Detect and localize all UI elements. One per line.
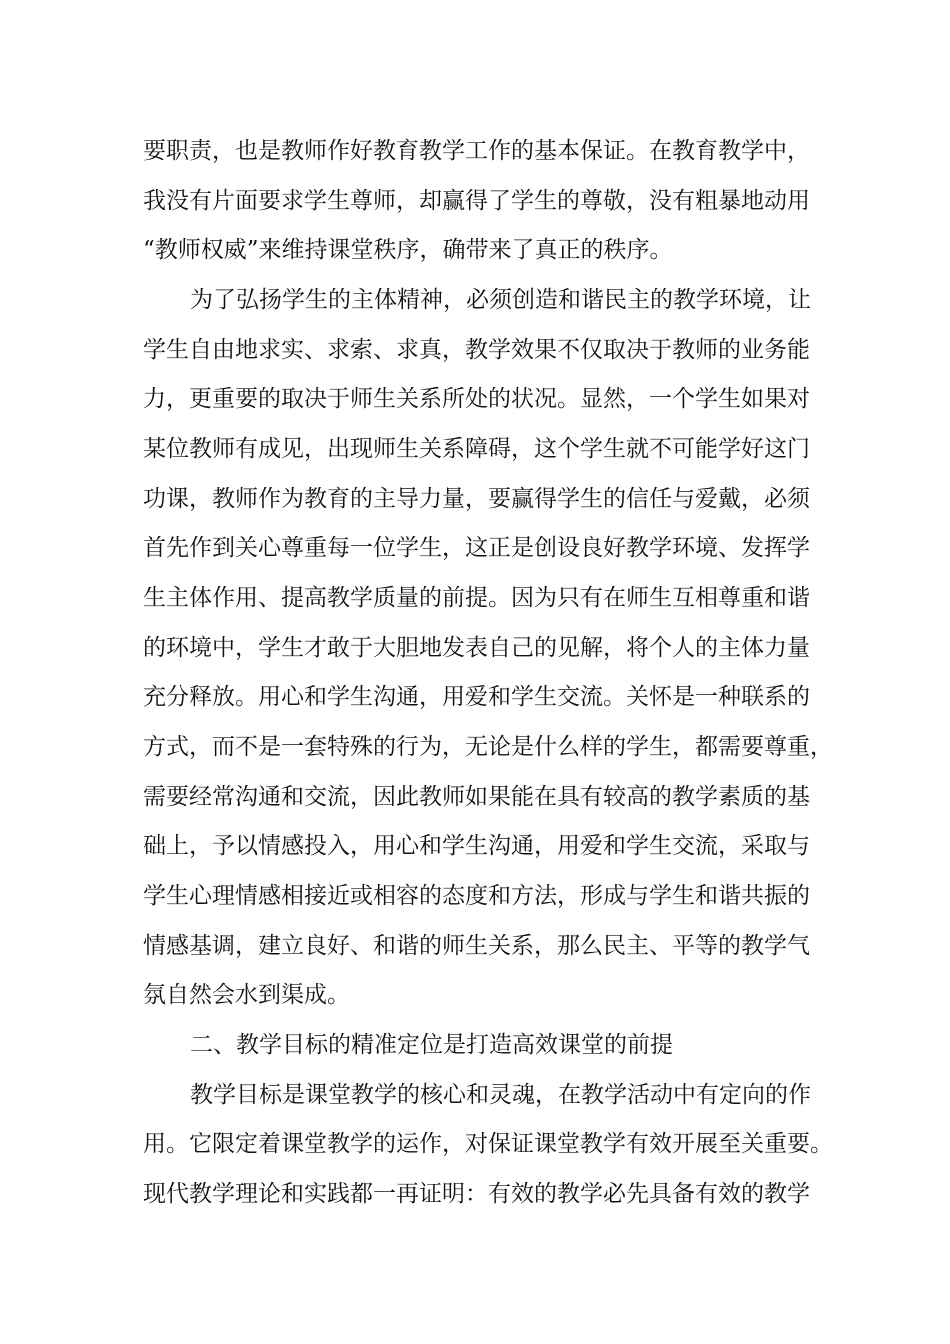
text-line: “教师权威”来维持课堂秩序，确带来了真正的秩序。	[143, 237, 673, 263]
text-line: 础上，予以情感投入，用心和学生沟通，用爱和学生交流，采取与	[143, 833, 810, 859]
text-line: 充分释放。用心和学生沟通，用爱和学生交流。关怀是一种联系的	[143, 684, 810, 710]
text-line: 我没有片面要求学生尊师，却赢得了学生的尊敬，没有粗暴地动用	[143, 188, 810, 214]
section-heading: 二、教学目标的精准定位是打造高效课堂的前提	[190, 1032, 673, 1058]
text-line: 方式，而不是一套特殊的行为，无论是什么样的学生，都需要尊重，	[143, 734, 833, 760]
text-line: 需要经常沟通和交流，因此教师如果能在具有较高的教学素质的基	[143, 784, 810, 810]
text-line: 用。它限定着课堂教学的运作，对保证课堂教学有效开展至关重要。	[143, 1131, 833, 1157]
text-line: 的环境中，学生才敢于大胆地发表自己的见解，将个人的主体力量	[143, 635, 810, 661]
paragraph-first-line: 为了弘扬学生的主体精神，必须创造和谐民主的教学环境，让	[190, 287, 811, 313]
text-line: 某位教师有成见，出现师生关系障碍，这个学生就不可能学好这门	[143, 436, 810, 462]
text-line: 现代教学理论和实践都一再证明：有效的教学必先具备有效的教学	[143, 1181, 810, 1207]
text-line: 情感基调，建立良好、和谐的师生关系，那么民主、平等的教学气	[143, 933, 810, 959]
text-line: 功课，教师作为教育的主导力量，要赢得学生的信任与爱戴，必须	[143, 486, 810, 512]
text-line: 力，更重要的取决于师生关系所处的状况。显然，一个学生如果对	[143, 386, 810, 412]
text-line: 氛自然会水到渠成。	[143, 982, 350, 1008]
text-line: 学生自由地求实、求索、求真，教学效果不仅取决于教师的业务能	[143, 337, 810, 363]
text-line: 学生心理情感相接近或相容的态度和方法，形成与学生和谐共振的	[143, 883, 810, 909]
paragraph-first-line: 教学目标是课堂教学的核心和灵魂，在教学活动中有定向的作	[190, 1082, 811, 1108]
text-line: 生主体作用、提高教学质量的前提。因为只有在师生互相尊重和谐	[143, 585, 810, 611]
text-line: 首先作到关心尊重每一位学生，这正是创设良好教学环境、发挥学	[143, 535, 810, 561]
text-line: 要职责，也是教师作好教育教学工作的基本保证。在教育教学中，	[143, 138, 810, 164]
